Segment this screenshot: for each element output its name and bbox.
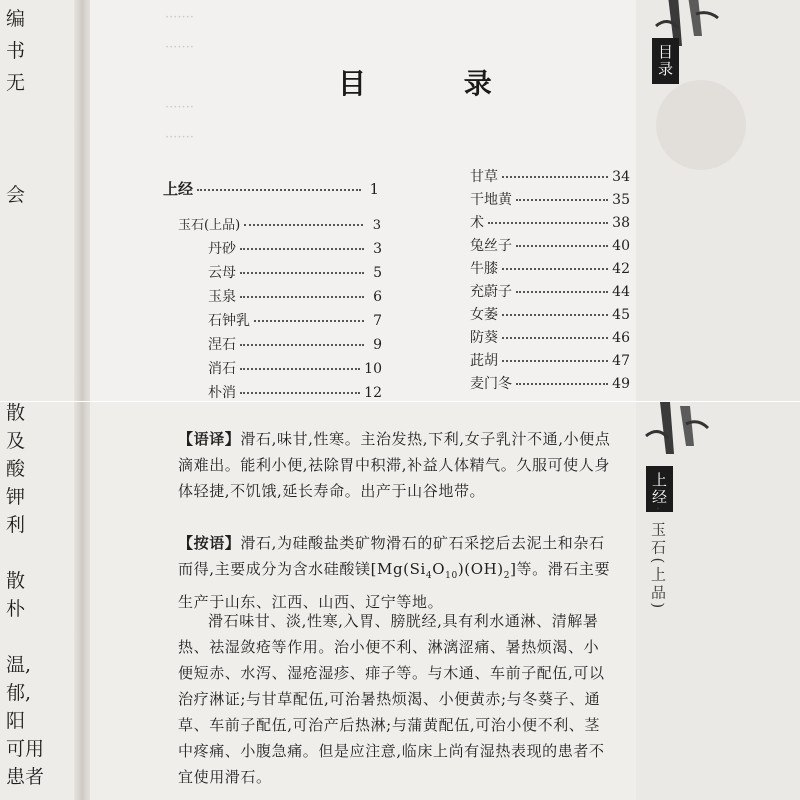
toc-entry[interactable]: [208, 238, 382, 258]
chapter-tab: 目录: [652, 38, 679, 84]
toc-page: 5: [373, 265, 382, 281]
leader-dots: [240, 392, 360, 394]
left-page-strip: [0, 402, 82, 800]
toc-page: 47: [612, 353, 630, 369]
toc-page: 34: [612, 169, 630, 185]
toc-entry[interactable]: [470, 212, 630, 232]
toc-page: 35: [612, 192, 630, 208]
page-title: 目 录: [338, 67, 536, 100]
note-paragraph: [178, 530, 614, 615]
leader-dots: [502, 314, 608, 316]
translation-text: 滑石,味甘,性寒。主治发热,下利,女子乳汁不通,小便点滴难出。能利小便,祛除胃中积滞,补益人体精气。久服可使人身体轻捷,不饥饿,延长寿命。出产于山谷地带。: [178, 430, 611, 500]
subscript: 2: [503, 571, 511, 581]
toc-label: 消石: [208, 361, 236, 377]
toc-page: 6: [373, 289, 382, 305]
leader-dots: [197, 189, 361, 191]
side-char: 阳: [6, 710, 26, 732]
toc-entry[interactable]: [470, 281, 630, 301]
section-vertical-label: · 玉石(上品): [649, 506, 667, 612]
toc-entry[interactable]: [470, 189, 630, 209]
toc-label: 涅石: [208, 337, 236, 353]
toc-label: 茈胡: [470, 353, 498, 369]
toc-page: 3: [373, 241, 382, 257]
book-gutter: [74, 402, 90, 800]
subscript: 10: [445, 571, 458, 581]
toc-label: 云母: [208, 265, 236, 281]
note-text: O: [432, 560, 446, 578]
toc-label: 术: [470, 215, 484, 231]
leader-dots: [516, 199, 608, 201]
toc-photo: 编 书 无 会 ······· ······· ······· ······· 目 录 上经 1 玉石(上品) 3 丹砂 3 云母 5 玉泉 6 石钟乳 7 涅石 9 消石 10 朴消 12 甘草 34 干地黄 35 术 38 兔丝子 40 牛膝 42 充蔚子 44 女萎 45 防葵 46 茈胡 47 麦门冬 49 目录: [0, 0, 800, 402]
leader-dots: [240, 248, 364, 250]
side-char: 编: [6, 8, 26, 30]
toc-label: 玉泉: [208, 289, 236, 305]
toc-entry[interactable]: [208, 286, 382, 306]
toc-page: 10: [364, 361, 382, 377]
side-char: 患者: [6, 766, 45, 788]
leader-dots: [502, 176, 608, 178]
leader-dots: [488, 222, 608, 224]
leader-dots: [502, 337, 608, 339]
note-text: ]等。滑石主要生产于山东、江西、山西、辽宁等地。: [178, 560, 611, 611]
toc-label: 上经: [163, 180, 194, 198]
toc-entry[interactable]: [470, 373, 630, 393]
side-char: 散: [6, 402, 26, 424]
toc-entry[interactable]: [470, 350, 630, 370]
subscript: 4: [425, 571, 433, 581]
toc-label: 麦门冬: [470, 376, 512, 392]
left-page-strip: [0, 0, 82, 402]
leader-dots: [516, 383, 608, 385]
leader-dots: [240, 272, 364, 274]
leader-dots: [516, 291, 608, 293]
bamboo-icon: [640, 402, 720, 462]
toc-entry[interactable]: [208, 262, 382, 282]
toc-entry[interactable]: [470, 327, 630, 347]
toc-label: 防葵: [470, 330, 498, 346]
toc-label: 兔丝子: [470, 238, 512, 254]
translation-tag: 【语译】: [178, 430, 241, 448]
toc-label: 玉石(上品): [178, 218, 241, 233]
note-text: )(OH): [457, 560, 504, 578]
right-margin: [636, 0, 800, 402]
toc-page: 7: [373, 313, 382, 329]
side-char: 利: [6, 514, 26, 536]
side-char: 无: [6, 72, 26, 94]
leader-dots: [502, 268, 608, 270]
leader-dots: [240, 296, 364, 298]
leader-dots: [244, 224, 363, 226]
toc-page: 42: [612, 261, 630, 277]
note-tag: 【按语】: [178, 534, 241, 552]
chapter-tab: 上经: [646, 466, 673, 512]
side-char: 朴: [6, 598, 26, 620]
side-char: 酸: [6, 458, 26, 480]
toc-label: 丹砂: [208, 241, 236, 257]
content-photo: [0, 402, 800, 800]
side-char: 及: [6, 430, 26, 452]
toc-page: 9: [373, 337, 382, 353]
leader-dots: [516, 245, 608, 247]
toc-entry[interactable]: [208, 334, 382, 354]
leader-dots: [254, 320, 364, 322]
toc-page: 1: [369, 180, 379, 198]
toc-page: 12: [364, 385, 382, 401]
discussion-paragraph: 滑石味甘、淡,性寒,入胃、膀胱经,具有利水通淋、清解暑热、祛湿敛疮等作用。治小便不利、淋漓涩痛、暑热烦渴、小便短赤、水泻、湿疮湿疹、痱子等。与木通、车前子配伍,可以治疗淋证;与甘草配伍,可治暑热烦渴、小便黄赤;与冬葵子、通草、车前子配伍,可治产后热淋;与蒲黄配伍,可治小便不利、茎中疼痛、小腹急痛。但是应注意,临床上尚有湿热表现的患者不宜使用滑石。: [178, 612, 605, 786]
leader-dots: [240, 368, 360, 370]
toc-label: 充蔚子: [470, 284, 512, 300]
toc-label: 牛膝: [470, 261, 498, 277]
toc-entry[interactable]: [470, 235, 630, 255]
toc-entry[interactable]: [470, 258, 630, 278]
book-gutter: [74, 0, 90, 402]
side-char: 钾: [6, 486, 26, 508]
toc-page: 40: [612, 238, 630, 254]
leader-dots: [502, 360, 608, 362]
toc-entry[interactable]: [470, 166, 630, 186]
toc-section-row[interactable]: [163, 178, 379, 199]
side-char: 书: [6, 40, 26, 62]
toc-subsection-row[interactable]: [178, 214, 381, 233]
note-text: 滑石,为硅酸盐类矿物滑石的矿石采挖后去泥土和杂石而得,主要成分为含水硅酸镁[Mg(Si: [178, 534, 605, 578]
side-char: 可用: [6, 738, 45, 760]
toc-page: 44: [612, 284, 630, 300]
translation-paragraph: [178, 426, 614, 504]
toc-entry[interactable]: [208, 382, 382, 402]
toc-page: 49: [612, 376, 630, 392]
toc-entry[interactable]: [208, 358, 382, 378]
toc-page: 38: [612, 215, 630, 231]
leader-dots: [240, 344, 364, 346]
toc-label: 甘草: [470, 169, 498, 185]
toc-page: 45: [612, 307, 630, 323]
toc-label: 朴消: [208, 385, 236, 401]
right-margin: [636, 402, 800, 800]
toc-entry[interactable]: [208, 310, 382, 330]
side-char: 会: [6, 184, 26, 206]
side-char: 温,: [6, 654, 32, 676]
watermark-seal: [656, 80, 746, 170]
toc-label: 女萎: [470, 307, 498, 323]
toc-page: 46: [612, 330, 630, 346]
toc-page: 3: [372, 218, 381, 233]
toc-label: 干地黄: [470, 192, 512, 208]
side-char: 郁,: [6, 682, 32, 704]
toc-label: 石钟乳: [208, 313, 250, 329]
toc-entry[interactable]: [470, 304, 630, 324]
side-char: 散: [6, 570, 26, 592]
